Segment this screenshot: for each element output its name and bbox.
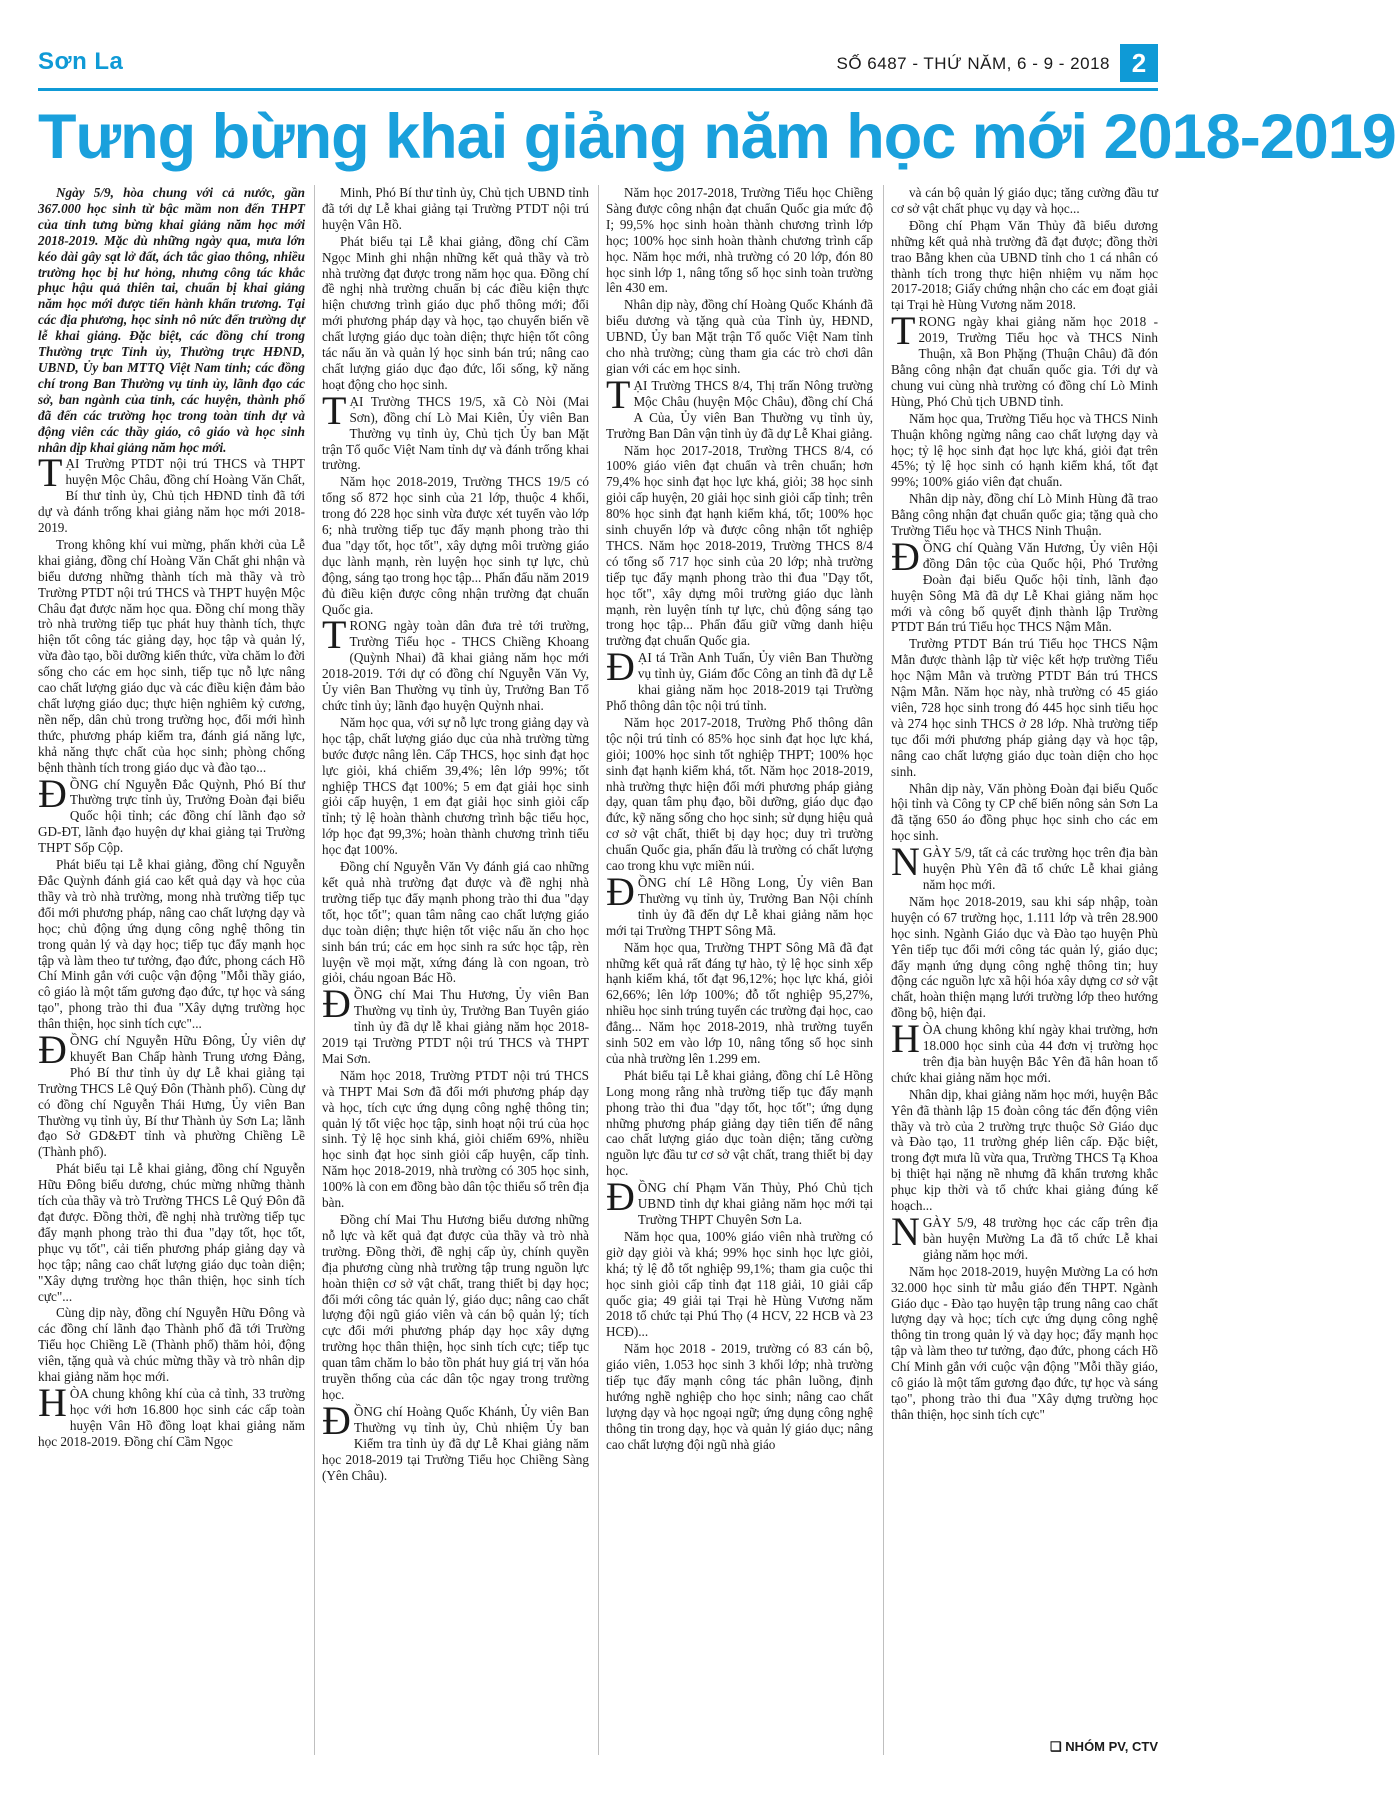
paragraph: Nhân dịp này, đồng chí Hoàng Quốc Khánh đã biểu dương và tặng quà của Tỉnh ủy, HĐND, UBND, Ủy ban Mặt trận Tổ quốc Việt Nam tỉnh cho nhà trường; cùng tham gia các trò chơi dân gian với các em học sinh. [606,297,873,376]
paragraph: Năm học 2018-2019, sau khi sáp nhập, toàn huyện có 67 trường học, 1.111 lớp và trên 28.900 học sinh. Ngành Giáo dục và Đào tạo huyện Phù Yên tiếp tục đổi mới công tác quản lý, giáo dục; đẩy mạnh ứng dụng công nghệ thông tin; huy động các nguồn lực xã hội hóa xây dựng cơ sở vật chất, hoàn thiện mạng lưới trường lớp theo hướng đồng bộ, hiện đại. [891,893,1158,1021]
paragraph: ĐỒNG chí Nguyễn Hữu Đông, Ủy viên dự khuyết Ban Chấp hành Trung ương Đảng, Phó Bí thư tỉnh ủy dự Lễ khai giảng tại Trường THCS Lê Quý Đôn (Thành phố). Cùng dự có đồng chí Nguyễn Thái Hưng, Ủy viên Ban Thường vụ tỉnh ủy, Bí thư Thành ủy Sơn La; lãnh đạo Sở GD&ĐT tỉnh và phường Chiềng Lề (Thành phố). [38,1027,305,1160]
paragraph: NGÀY 5/9, 48 trường học các cấp trên địa bàn huyện Mường La đã tổ chức Lễ khai giảng năm học mới. [891,1209,1158,1262]
paragraph: NGÀY 5/9, tất cả các trường học trên địa bàn huyện Phù Yên đã tổ chức Lễ khai giảng năm học mới. [891,839,1158,892]
paragraph: ĐẠI tá Trần Anh Tuấn, Ủy viên Ban Thường vụ tỉnh ủy, Giám đốc Công an tỉnh đã dự Lễ khai giảng năm học 2018-2019 tại Trường Phổ thông dân tộc nội trú tỉnh. [606,644,873,713]
article-body [38,185,1158,1755]
paragraph: ĐỒNG chí Mai Thu Hương, Ủy viên Ban Thường vụ tỉnh ủy, Trưởng Ban Tuyên giáo tỉnh ủy đã dự lễ khai giảng năm học 2018-2019 tại Trường PTDT nội trú THCS và THPT Mai Sơn. [322,981,589,1066]
paragraph: Nhân dịp này, Văn phòng Đoàn đại biểu Quốc hội tỉnh và Công ty CP chế biến nông sản Sơn La đã tặng 650 áo đồng phục học sinh cho các em học sinh. [891,780,1158,844]
issue-info: SỐ 6487 - THỨ NĂM, 6 - 9 - 2018 [836,54,1110,73]
column-divider [598,185,599,1755]
paragraph: Năm học qua, Trường THPT Sông Mã đã đạt những kết quả rất đáng tự hào, tỷ lệ học sinh xếp hạnh kiểm khá, tốt đạt 96,12%; học lực khá, giỏi 62,66%; lên lớp 100%; đỗ tốt nghiệp 95,27%, nhiều học sinh trúng tuyển các trường đại học, cao đẳng... Năm học 2018-2019, nhà trường tuyển sinh 502 em vào lớp 10, nâng tổng số học sinh của nhà trường lên 1.299 em. [606,939,873,1066]
headline: Tưng bừng khai giảng năm học mới 2018-2019 [38,102,1396,172]
paragraph: TẠI Trường THCS 8/4, Thị trấn Nông trường Mộc Châu (huyện Mộc Châu), đồng chí Chá A Của, Ủy viên Ban Thường vụ tỉnh ủy, Trưởng Ban Dân vận tỉnh ủy đã dự Lễ Khai giảng. [606,371,873,441]
paragraph: Phát biểu tại Lễ khai giảng, đồng chí Lê Hồng Long mong rằng nhà trường tiếp tục đẩy mạnh phong trào thi đua "dạy tốt, học tốt"; ứng dụng những phương pháp giảng dạy tiên tiến để nâng cao chất lượng giáo dục toàn diện; tăng cường nguồn lực đầu tư cơ sở vật chất, trang thiết bị dạy học. [606,1067,873,1179]
paragraph: Năm học qua, Trường Tiểu học và THCS Ninh Thuận không ngừng nâng cao chất lượng dạy và học; tỷ lệ học sinh đạt học lực khá, giỏi đạt trên 45%; tỷ lệ học sinh có hạnh kiểm khá, tốt đạt 99%; 100% giáo viên đạt chuẩn. [891,410,1158,490]
paragraph: Năm học 2018 - 2019, trường có 83 cán bộ, giáo viên, 1.053 học sinh 3 khối lớp; nhà trường tiếp tục đẩy mạnh công tác phân luồng, định hướng nghề nghiệp cho học sinh; nâng cao chất lượng dạy và học ngoại ngữ; ứng dụng công nghệ thông tin trong dạy, học và quản lý giáo dục; nâng cao chất lượng đội ngũ nhà giáo [606,1341,873,1452]
paragraph: Ngày 5/9, hòa chung với cả nước, gần 367.000 học sinh từ bậc mầm non đến THPT của tỉnh tưng bừng khai giảng năm học mới 2018-2019. Mặc dù những ngày qua, mưa lớn kéo dài gây sạt lở đất, ách tắc giao thông, nhiều trường học bị hư hỏng, nhưng công tác khắc phục hậu quả thiên tai, chuẩn bị khai giảng năm học mới được tiến hành khẩn trương. Tại các địa phương, học sinh nô nức đến trường dự lễ khai giảng. Đặc biệt, các đồng chí trong Thường trực Tỉnh ủy, Thường trực HĐND, UBND, Ủy ban MTTQ Việt Nam tỉnh; các đồng chí trong Ban Thường vụ tỉnh ủy, lãnh đạo các sở, ban ngành của tỉnh, các huyện, thành phố đã đến các trường học trong toàn tỉnh dự và động viên các thầy giáo, cô giáo và học sinh nhân dịp khai giảng năm học mới. [38,185,305,455]
paragraph: TẠI Trường THCS 19/5, xã Cò Nòi (Mai Sơn), đồng chí Lò Mai Kiên, Ủy viên Ban Thường vụ tỉnh ủy, Chủ tịch Ủy ban Mặt trận Tổ quốc Việt Nam tỉnh dự và đánh trống khai trường. [322,387,589,473]
paragraph: ĐỒNG chí Lê Hồng Long, Ủy viên Ban Thường vụ tỉnh ủy, Trưởng Ban Nội chính tỉnh ủy đã đến dự Lễ khai giảng năm học mới tại Trường THPT Sông Mã. [606,868,873,938]
section-name: Sơn La [38,48,124,75]
paragraph: Minh, Phó Bí thư tỉnh ủy, Chủ tịch UBND tỉnh đã tới dự Lễ khai giảng tại Trường PTDT nội trú huyện Vân Hồ. [322,185,589,232]
paragraph: Năm học 2018-2019, Trường THCS 19/5 có tổng số 872 học sinh của 21 lớp, thuộc 4 khối, trong đó 228 học sinh vừa được xét tuyển vào lớp 6; nhà trường tiếp tục đẩy mạnh phong trào thi đua "dạy tốt, học tốt", xây dựng môi trường giáo dục lành mạnh, rèn luyện học sinh tự lực, chủ động, sáng tạo trong học tập... Phấn đấu năm 2019 đủ điều kiện được công nhận trường đạt chuẩn Quốc gia. [322,474,590,617]
paragraph: Năm học 2017-2018, Trường Phổ thông dân tộc nội trú tỉnh có 85% học sinh đạt học lực khá, giỏi; 100% học sinh tốt nghiệp THPT; 100% học sinh đạt hạnh kiểm khá, tốt. Năm học 2018-2019, nhà trường thực hiện đổi mới phương pháp giảng dạy, quan tâm phụ đạo, bồi dưỡng, giáo dục đạo đức, kỹ năng sống cho học sinh; sử dụng hiệu quả cơ sở vật chất, thiết bị dạy học; duy trì trường chuẩn Quốc gia, phấn đấu là trường có chất lượng cao trong khu vực miền núi. [606,714,873,874]
paragraph: ĐỒNG chí Quàng Văn Hương, Ủy viên Hội đồng Dân tộc của Quốc hội, Phó Trưởng Đoàn đại biểu Quốc hội tỉnh, lãnh đạo huyện Sông Mã đã dự Lễ Khai giảng năm học mới và công bố quyết định thành lập Trường PTDT Bán trú Tiểu học THCS Nậm Mằn. [891,533,1158,635]
article-column-1 [38,185,305,1755]
paragraph: ĐỒNG chí Phạm Văn Thủy, Phó Chủ tịch UBND tỉnh dự khai giảng năm học mới tại Trường THPT Chuyên Sơn La. [606,1174,873,1227]
paragraph: Năm học 2017-2018, Trường THCS 8/4, có 100% giáo viên đạt chuẩn và trên chuẩn; hơn 79,4% học sinh đạt học lực khá, giỏi; 38 học sinh giỏi cấp huyện, 20 giải học sinh giỏi cấp tỉnh; trên 80% học sinh đạt hạnh kiểm khá, tốt; 100% học sinh chuyển lớp và được công nhận tốt nghiệp THCS. Năm học 2018-2019, Trường THCS 8/4 có tổng số 717 học sinh của 20 lớp; nhà trường tiếp tục đẩy mạnh phong trào thi đua "Dạy tốt, học tốt", xây dựng môi trường giáo dục lành mạnh, rèn luyện tính tự lực, chủ động sáng tạo trong học tập... Phấn đấu giữ vững danh hiệu trường đạt chuẩn Quốc gia. [606,442,873,649]
paragraph: Năm học qua, 100% giáo viên nhà trường có giờ dạy giỏi và khá; 99% học sinh học lực giỏi, khá; tỷ lệ đỗ tốt nghiệp 99,1%; tham gia cuộc thi học sinh giỏi cấp tỉnh đạt 118 giải, 10 giải cấp quốc gia; 49 giải tại Trại hè Hùng Vương năm 2018 tổ chức tại Phú Thọ (4 HCV, 22 HCB và 23 HCĐ)... [606,1228,873,1340]
page-number: 2 [1120,44,1158,82]
article-column-3 [606,185,873,1755]
paragraph: Nhân dịp, khai giảng năm học mới, huyện Bắc Yên đã thành lập 15 đoàn công tác đến động viên thầy và trò của 2 trường trực thuộc Sở Giáo dục và Đào tạo, 11 trường ghép liên cấp. Đặc biệt, trong đợt mưa lũ vừa qua, Trường THCS Tạ Khoa bị thiệt hại nặng nề nhưng đã khẩn trương khắc phục kịp thời và tổ chức khai giảng đúng kế hoạch... [891,1086,1158,1214]
paragraph: Đồng chí Mai Thu Hương biểu dương những nỗ lực và kết quả đạt được của thầy và trò nhà trường. Đồng thời, đề nghị cấp ủy, chính quyền địa phương cùng nhà trường tập trung nguồn lực hoàn thiện cơ sở vật chất, trang thiết bị dạy học; đổi mới công tác quản lý, giáo dục; nâng cao chất lượng đội ngũ giáo viên và cán bộ quản lý; tích cực đổi mới phương pháp dạy học xây dựng trường học thân thiện, học sinh tích cực; tiếp tục quan tâm chăm lo bảo tồn phát huy giá trị văn hóa truyền thống của các dân tộc ngay trong trường học. [322,1212,589,1402]
paragraph: TRONG ngày khai giảng năm học 2018 - 2019, Trường Tiểu học và THCS Ninh Thuận, xã Bon Phặng (Thuận Châu) đã đón Bằng công nhận đạt chuẩn quốc gia. Tới dự và chung vui cùng nhà trường có đồng chí Lò Minh Hùng, Phó Chủ tịch UBND tỉnh. [891,308,1158,409]
paragraph: TRONG ngày toàn dân đưa trẻ tới trường, Trường Tiểu học - THCS Chiềng Khoang (Quỳnh Nhai) đã khai giảng năm học mới 2018-2019. Tới dự có đồng chí Nguyễn Văn Vy, Ủy viên Ban Thường vụ tỉnh ủy, Trưởng Ban Tổ chức tỉnh ủy; lãnh đạo huyện Quỳnh nhai. [322,612,589,713]
paragraph: Cùng dịp này, đồng chí Nguyễn Hữu Đông và các đồng chí lãnh đạo Thành phố đã tới Trường Tiểu học Chiềng Lề (Thành phố) thăm hỏi, động viên, tặng quà và chúc mừng thầy và trò nhân dịp khai giảng năm học mới. [38,1305,305,1385]
column-divider [883,185,884,1755]
paragraph: Năm học 2018-2019, huyện Mường La có hơn 32.000 học sinh từ mẫu giáo đến THPT. Ngành Giáo dục - Đào tạo huyện tập trung nâng cao chất lượng dạy và học; tích cực ứng dụng công nghệ thông tin trong quản lý và dạy học; đẩy mạnh học tập và làm theo tư tưởng, đạo đức, phong cách Hồ Chí Minh gắn với cuộc vận động "Mỗi thầy giáo, cô giáo là một tấm gương đạo đức, tự học và sáng tạo", phong trào thi đua "Xây dựng trường học thân thiện, học sinh tích cực" [891,1263,1158,1422]
paragraph: HÒA chung không khí của cả tỉnh, 33 trường học với hơn 16.800 học sinh các cấp toàn huyện Vân Hồ đồng loạt khai giảng năm học 2018-2019. Đồng chí Cầm Ngọc [38,1379,305,1449]
paragraph: TẠI Trường PTDT nội trú THCS và THPT huyện Mộc Châu, đồng chí Hoàng Văn Chất, Bí thư tỉnh ủy, Chủ tịch HĐND tỉnh đã tới dự và đánh trống khai giảng năm học mới 2018-2019. [38,450,305,536]
byline: ❑ NHÓM PV, CTV [1047,1739,1158,1755]
paragraph: ĐỒNG chí Hoàng Quốc Khánh, Ủy viên Ban Thường vụ tỉnh ủy, Chủ nhiệm Ủy ban Kiểm tra tỉnh ủy đã dự Lễ Khai giảng năm học 2018-2019 tại Trường Tiểu học Chiềng Sàng (Yên Châu). [322,1397,589,1483]
paragraph: HÒA chung không khí ngày khai trường, hơn 18.000 học sinh của 44 đơn vị trường học trên địa bàn huyện Bắc Yên đã hân hoan tổ chức khai giảng năm học mới. [891,1016,1158,1085]
paragraph: Năm học 2018, Trường PTDT nội trú THCS và THPT Mai Sơn đã đổi mới phương pháp dạy và học, tích cực ứng dụng công nghệ thông tin; quản lý tốt việc học tập, sinh hoạt nội trú của học sinh. Tỷ lệ học sinh khá, giỏi chiếm 69%, nhiều học sinh đạt học sinh giỏi cấp huyện, cấp tỉnh. Năm học 2018-2019, nhà trường có 305 học sinh, 100% là con em đồng bào dân tộc thiểu số trên địa bàn. [322,1067,589,1211]
paragraph: Đồng chí Phạm Văn Thủy đã biểu dương những kết quả nhà trường đã đạt được; đồng thời trao Bằng khen của UBND tỉnh cho 1 cá nhân có thành tích trong thực hiện nhiệm vụ năm học 2017-2018; Giấy chứng nhận cho các em đoạt giải tại Trại hè Hùng Vương năm 2018. [891,217,1158,313]
paragraph: Phát biểu tại Lễ khai giảng, đồng chí Cầm Ngọc Minh ghi nhận những kết quả thầy và trò nhà trường đạt được trong năm học qua. Đồng chí đề nghị nhà trường chuẩn bị các điều kiện thực hiện chương trình giáo dục phổ thông mới; đổi mới phương pháp dạy và học, tạo chuyển biến về chất lượng giáo dục toàn diện; thực hiện tốt công tác nấu ăn và quản lý học sinh bán trú; nâng cao chất lượng giáo dục đạo đức, lối sống, kỹ năng hoạt động cho học sinh. [322,233,589,392]
paragraph: Phát biểu tại Lễ khai giảng, đồng chí Nguyễn Đắc Quỳnh đánh giá cao kết quả dạy và học của thầy và trò nhà trường, mong nhà trường tiếp tục đổi mới phương pháp, nâng cao chất lượng dạy và học; chủ động ứng dụng công nghệ thông tin trong quản lý và dạy học; tiếp tục đẩy mạnh học tập và làm theo tư tưởng, đạo đức, phong cách Hồ Chí Minh gắn với cuộc vận động "Mỗi thầy giáo, cô giáo là một tấm gương đạo đức, tự học và sáng tạo", phong trào thi đua "Xây dựng trường học thân thiện, học sinh tích cực"... [38,857,305,1032]
paragraph: ĐỒNG chí Nguyễn Đắc Quỳnh, Phó Bí thư Thường trực tỉnh ủy, Trưởng Đoàn đại biểu Quốc hội tỉnh; các đồng chí lãnh đạo sở GD-ĐT, lãnh đạo huyện dự khai giảng tại Trường THPT Sốp Cộp. [38,770,305,856]
paragraph: Trong không khí vui mừng, phấn khởi của Lễ khai giảng, đồng chí Hoàng Văn Chất ghi nhận và biểu dương những thành tích mà thầy và trò Trường PTDT nội trú THCS và THPT huyện Mộc Châu đạt được năm học qua. Đồng chí mong thầy trò nhà trường tiếp tục phát huy thành tích, thực hiện tốt công tác giảng dạy, học tập và quản lý, vừa đào tạo, bồi dưỡng kiến thức, vừa chăm lo đời sống cho các em học sinh, tiếp tục nỗ lực nâng cao chất lượng giáo dục và các điều kiện đảm bảo chất lượng giáo dục; thực hiện nghiêm kỷ cương, nền nếp, dân chủ trong trường học, đổi mới hình thức, phương pháp kiểm tra, đánh giá năng lực, khả năng thực chất của học sinh; phòng chống bệnh thành tích trong giáo dục và đào tạo... [38,536,305,775]
article-column-2 [322,185,589,1755]
header-rule [38,88,1158,91]
page-header [38,44,1158,84]
paragraph: Trường PTDT Bán trú Tiểu học THCS Nậm Mằn được thành lập từ việc kết hợp trường Tiểu học Nậm Mằn và trường PTDT Bán trú THCS Nậm Mằn. Năm học này, nhà trường có 45 giáo viên, 728 học sinh trong đó 445 học sinh tiểu học và 274 học sinh THCS ở 28 lớp. Nhà trường tiếp tục đổi mới phương pháp giảng dạy và học tập, nâng cao chất lượng giáo dục toàn diện cho học sinh. [891,636,1158,779]
paragraph: Nhân dịp này, đồng chí Lò Minh Hùng đã trao Bằng công nhận đạt chuẩn quốc gia; tặng quà cho Trường Tiểu học và THCS Ninh Thuận. [891,491,1158,539]
paragraph: Năm học qua, với sự nỗ lực trong giảng dạy và học tập, chất lượng giáo dục của nhà trường từng bước được nâng lên. Cấp THCS, học sinh đạt học lực giỏi, khá chiếm 39,4%; lên lớp 99%; tốt nghiệp THCS đạt 100%; 5 em đạt giải học sinh giỏi cấp huyện, 1 em đạt giải học sinh giỏi cấp tỉnh; tỷ lệ hoàn thành chương trình bậc tiểu học, lớp học đạt 99,3%; hoàn thành chương trình tiểu học đạt 100%. [322,714,589,858]
paragraph: và cán bộ quản lý giáo dục; tăng cường đầu tư cơ sở vật chất phục vụ dạy và học... [891,185,1158,216]
paragraph: Năm học 2017-2018, Trường Tiểu học Chiềng Sàng được công nhận đạt chuẩn Quốc gia mức độ I; 99,5% học sinh hoàn thành chương trình lớp học; 100% học sinh hoàn thành chương trình cấp học. Năm học mới, nhà trường có 20 lớp, đón 80 học sinh lớp 1, nâng tổng số học sinh toàn trường lên 430 em. [606,185,873,296]
paragraph: Đồng chí Nguyễn Văn Vy đánh giá cao những kết quả nhà trường đạt được và đề nghị nhà trường tiếp tục đẩy mạnh phong trào thi đua "dạy tốt, học tốt"; quan tâm nâng cao chất lượng giáo dục toàn diện; thực hiện tốt việc nấu ăn cho học sinh bán trú; các em học sinh ra sức học tập, rèn luyện về mọi mặt, xứng đáng là con ngoan, trò giỏi, cháu ngoan Bác Hồ. [322,859,589,986]
article-column-4 [891,185,1158,1755]
paragraph: Phát biểu tại Lễ khai giảng, đồng chí Nguyễn Hữu Đông biểu dương, chúc mừng những thành tích của thầy và trò Trường THCS Lê Quý Đôn đã đạt được. Đồng thời, đề nghị nhà trường tiếp tục đẩy mạnh phong trào thi đua "dạy tốt, học tốt, phục vụ tốt", cải tiến phương pháp giảng dạy và học tập; nâng cao chất lượng giáo dục toàn diện; "Xây dựng trường học thân thiện, học sinh tích cực"... [38,1161,305,1304]
column-divider [314,185,315,1755]
